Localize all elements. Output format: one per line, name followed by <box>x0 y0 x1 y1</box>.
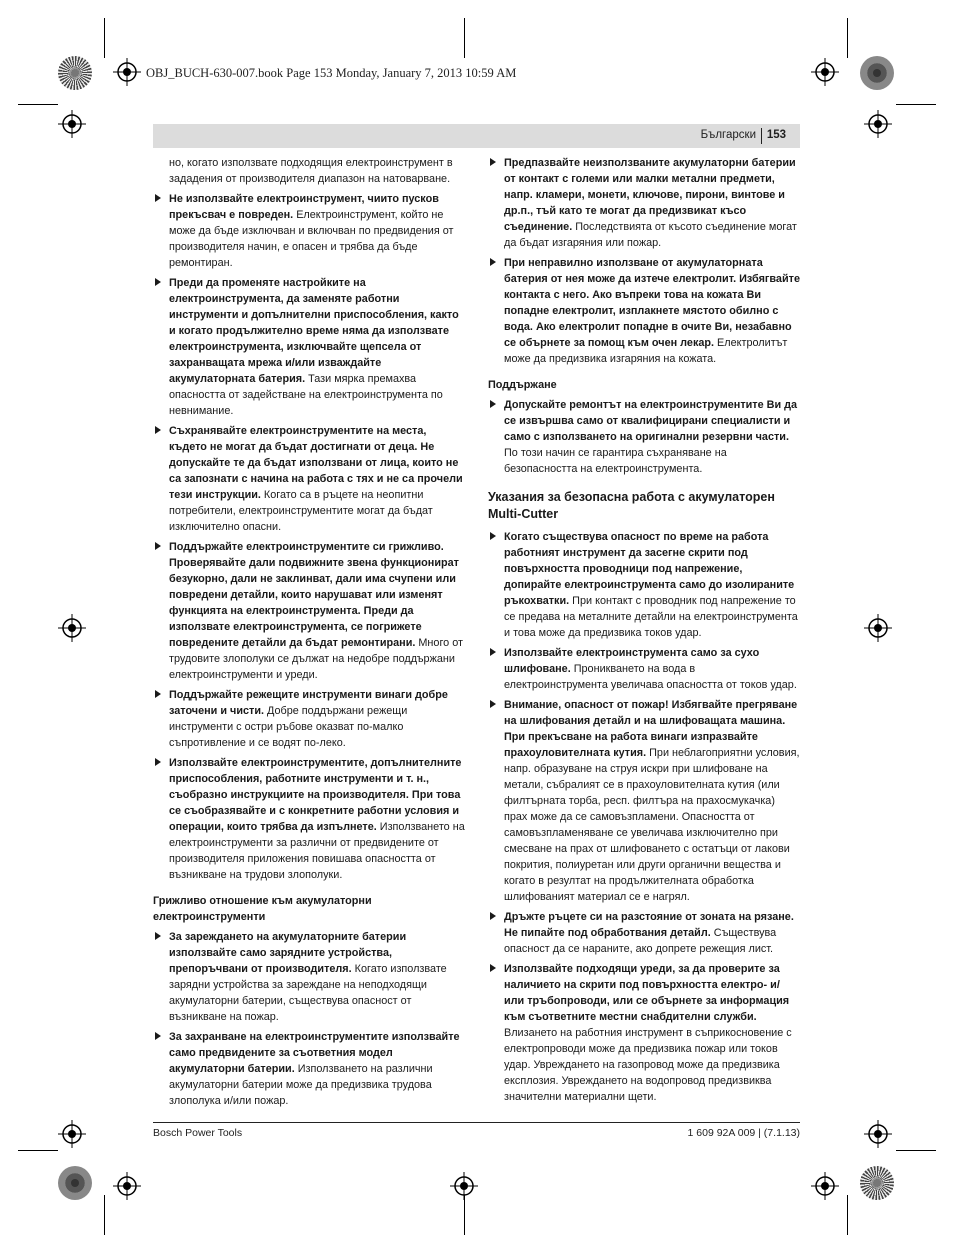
left-column <box>153 155 465 1113</box>
intro-paragraph: но, когато използвате подходящия електроинструмент в зададения от производителя диапазон на натоварване. <box>169 157 453 185</box>
registration-mark-icon <box>864 1120 892 1148</box>
section-title: Указания за безопасна работа с акумулаторен Multi-Cutter <box>488 490 775 521</box>
footer-brand: Bosch Power Tools <box>153 1127 243 1139</box>
warning-item: Използвайте подходящи уреди, за да проверите за наличието на скрити под повърхността електро- и/или тръбопроводи, или се обърнете за информация към съответните местни снабдителни служби. Влизането на работния инструмент в съприкосновение с електропроводи може да предизвика пожар или токов удар. Увреждането на газопровод може да предизвика експлозия. Увреждането на водопровод предизвиква значителни материални щети. <box>504 961 800 1105</box>
triangle-bullet-icon <box>490 532 496 540</box>
registration-mark-icon <box>58 1120 86 1148</box>
triangle-bullet-icon <box>155 278 161 286</box>
triangle-bullet-icon <box>155 542 161 550</box>
triangle-bullet-icon <box>490 400 496 408</box>
warning-item: Предпазвайте неизползваните акумулаторни батерии от контакт с големи или малки метални предмети, напр. кламери, монети, ключове, пирони, винтове и др.п., тъй като те могат да предизвикат късо съединение. Последствията от късото съединение могат да бъдат изгаряния или пожар. <box>504 155 800 251</box>
registration-mark-icon <box>864 614 892 642</box>
color-rosette-icon <box>58 1166 92 1200</box>
warning-item: За захранване на електроинструментите използвайте само предвидените за съответния модел акумулаторни батерии. Използването на различни акумулаторни батерии може да предизвика трудова злополука и/или пожар. <box>169 1029 465 1109</box>
triangle-bullet-icon <box>155 1032 161 1040</box>
page-header <box>153 124 800 148</box>
warning-item: Внимание, опасност от пожар! Избягвайте прегряване на шлифования детайл и на шлифоващата машина. При прекъсване на работа винаги изпразвайте прахоуловителната кутия. При неблагоприятни условия, напр. образуване на струя искри при шлифоване на метали, събралият се в прахоуловителната кутия (или филтърната торба, респ. филтъра на прахосмукачка) прах може да се самовъзпламени. Опасността от самовъзпламеняване се увеличава изключително при смесване на прах от шлифоването с остатъци от лакови покрития, полиуретан или други органични вещества и когато в резултат на продължителната обработка шлифованият материал се е нагрял. <box>504 697 800 905</box>
color-rosette-icon <box>860 56 894 90</box>
registration-mark-icon <box>811 1172 839 1200</box>
battery-warning-list <box>153 929 465 1109</box>
warning-item: Съхранявайте електроинструментите на места, където не могат да бъдат достигнати от деца. Не допускайте те да бъдат използвани от лица, които не са запознати с начина на работа с тях и не са прочели тези инструкции. Когато са в ръцете на неопитни потребители, електроинструментите могат да бъдат изключително опасни. <box>169 423 465 535</box>
triangle-bullet-icon <box>490 912 496 920</box>
triangle-bullet-icon <box>155 932 161 940</box>
warning-item: Поддържайте електроинструментите си грижливо. Проверявайте дали подвижните звена функционират безукорно, дали не заклинват, дали има счупени или повредени детайли, които нарушават или изменят функцията на електроинструмента. Преди да използвате електроинструмента, се погрижете повредените детайли да бъдат ремонтирани. Много от трудовите злополуки се дължат на недобре поддържани електроинструменти и уреди. <box>169 539 465 683</box>
color-rosette-icon <box>58 56 92 90</box>
warning-item: Използвайте електроинструмента само за сухо шлифоване. Проникването на вода в електроинструмента увеличава опасността от токов удар. <box>504 645 800 693</box>
registration-mark-icon <box>864 110 892 138</box>
warning-item: За зареждането на акумулаторните батерии използвайте само зарядните устройства, препоръчвани от производителя. Когато използвате зарядни устройства за зареждане на неподходящи акумулаторни батерии, съществува опасност от възникване на пожар. <box>169 929 465 1025</box>
footer-divider <box>153 1122 800 1123</box>
warning-item: Използвайте електроинструментите, допълнителните приспособления, работните инструменти и т. н., съобразно инструкциите на производителя. При това се съобразявайте и с конкретните работни условия и операции, които трябва да изпълнете. Използването на електроинструменти за различни от предвидените от производителя приложения повишава опасността от възникване на трудови злополуки. <box>169 755 465 883</box>
warning-item: Когато съществува опасност по време на работа работният инструмент да засегне скрити под повърхността проводници под напрежение, допирайте електроинструмента само до изолираните ръкохватки. При контакт с проводник под напрежение то се предава на металните детайли на електроинструмента и това може да предизвика токов удар. <box>504 529 800 641</box>
battery-warning-list-continued <box>488 155 800 367</box>
warning-list <box>153 191 465 883</box>
subheading-service: Поддържане <box>488 379 557 391</box>
page-number: 153 <box>766 129 786 141</box>
triangle-bullet-icon <box>490 700 496 708</box>
warning-item: Преди да променяте настройките на електроинструмента, да заменяте работни инструменти и допълнителни приспособления, както и когато продължително време няма да използвате електроинструмента, изключвайте щепсела от захранващата мрежа и/или изваждайте акумулаторната батерия. Тази мярка премахва опасността от задействане на електроинструмента по невнимание. <box>169 275 465 419</box>
warning-item: При неправилно използване от акумулаторната батерия от нея може да изтече електролит. Избягвайте контакта с него. Ако въпреки това на кожата Ви попадне електролит, изплакнете мястото обилно с вода. Ако електролит попадне в очите Ви, незабавно се обърнете за помощ към очен лекар. Електролитът може да предизвика изгаряния на кожата. <box>504 255 800 367</box>
header-divider <box>761 128 762 144</box>
triangle-bullet-icon <box>155 426 161 434</box>
triangle-bullet-icon <box>490 258 496 266</box>
registration-mark-icon <box>811 58 839 86</box>
header-language: Български <box>700 129 756 141</box>
registration-mark-icon <box>58 110 86 138</box>
triangle-bullet-icon <box>155 758 161 766</box>
registration-mark-icon <box>450 1172 478 1200</box>
multicutter-warning-list <box>488 529 800 1105</box>
registration-mark-icon <box>113 1172 141 1200</box>
subheading-battery-care: Грижливо отношение към акумулаторни електроинструменти <box>153 895 372 923</box>
footer-doc-number: 1 609 92A 009 | (7.1.13) <box>687 1127 800 1139</box>
warning-item: Поддържайте режещите инструменти винаги добре заточени и чисти. Добре поддържани режещи инструменти с остри ръбове оказват по-малко съпротивление и се водят по-леко. <box>169 687 465 751</box>
triangle-bullet-icon <box>490 648 496 656</box>
color-rosette-icon <box>860 1166 894 1200</box>
warning-item: Дръжте ръцете си на разстояние от зоната на рязане. Не пипайте под обработвания детайл. Съществува опасност да се нараните, ако допрете режещия лист. <box>504 909 800 957</box>
triangle-bullet-icon <box>490 158 496 166</box>
triangle-bullet-icon <box>490 964 496 972</box>
right-column <box>488 155 800 1109</box>
triangle-bullet-icon <box>155 690 161 698</box>
warning-item: Допускайте ремонтът на електроинструментите Ви да се извършва само от квалифицирани специалисти и само с използването на оригинални резервни части. По този начин се гарантира съхраняване на безопасността на електроинструмента. <box>504 397 800 477</box>
registration-mark-icon <box>113 58 141 86</box>
print-slug: OBJ_BUCH-630-007.book Page 153 Monday, January 7, 2013 10:59 AM <box>146 66 517 80</box>
triangle-bullet-icon <box>155 194 161 202</box>
warning-item: Не използвайте електроинструмент, чиито пусков прекъсвач е повреден. Електроинструмент, който не може да бъде изключван и включван по предвидения от производителя начин, е опасен и трябва да бъде ремонтиран. <box>169 191 465 271</box>
registration-mark-icon <box>58 614 86 642</box>
service-list <box>488 397 800 477</box>
